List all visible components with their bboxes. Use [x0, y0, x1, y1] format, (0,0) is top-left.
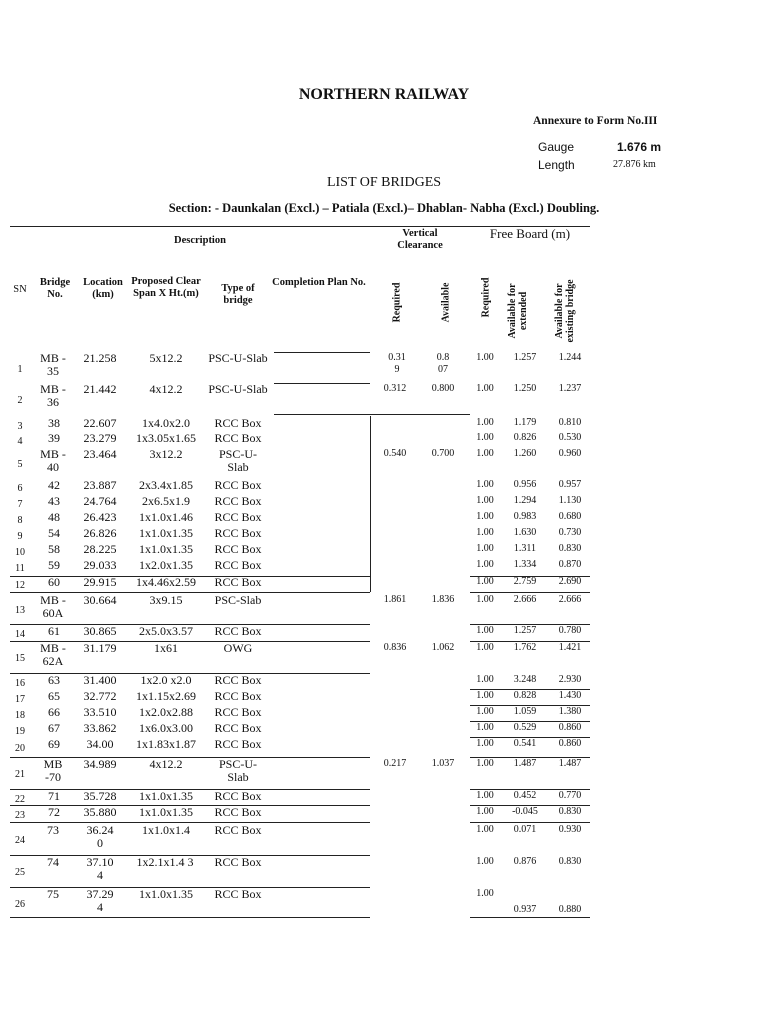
row-vc-required: 0.217 [383, 758, 407, 769]
row-sn: 6 [17, 483, 23, 494]
row-vc-available: 0.8 07 [436, 352, 450, 375]
row-fb-extended: 0.529 [513, 722, 537, 733]
gauge-label: Gauge [538, 140, 575, 154]
row-fb-existing: 0.830 [558, 856, 582, 867]
table-row [0, 824, 600, 854]
table-rule [10, 624, 370, 625]
row-span: 1x1.15x2.69 [136, 689, 196, 703]
row-location: 26.423 [83, 510, 117, 524]
row-sn: 1 [17, 364, 23, 375]
table-row [0, 690, 600, 705]
table-rule [470, 805, 590, 806]
table-rule [470, 757, 590, 758]
row-bridge-no: MB - 60A [40, 593, 66, 620]
row-fb-existing: 0.810 [558, 417, 582, 428]
row-fb-extended: 1.294 [513, 495, 537, 506]
row-fb-extended: 1.630 [513, 527, 537, 538]
row-fb-required: 1.00 [476, 642, 494, 653]
row-span: 1x1.0x1.35 [139, 805, 193, 819]
row-sn: 19 [15, 726, 25, 737]
row-type: RCC Box [214, 558, 262, 572]
table-row [0, 738, 600, 756]
row-fb-required: 1.00 [476, 448, 494, 459]
row-vc-available: 1.836 [431, 594, 455, 605]
row-sn: 10 [15, 547, 25, 558]
row-span: 1x1.0x1.35 [139, 542, 193, 556]
table-rule [470, 822, 590, 823]
row-fb-extended: 1.059 [513, 706, 537, 717]
row-location: 32.772 [83, 689, 117, 703]
table-rule [274, 383, 370, 384]
row-sn: 23 [15, 810, 25, 821]
row-fb-required: 1.00 [476, 543, 494, 554]
row-fb-extended: 1.257 [513, 352, 537, 363]
row-fb-existing: 1.244 [558, 352, 582, 363]
table-row [0, 576, 600, 592]
description-header: Description [174, 235, 226, 246]
row-location: 23.887 [83, 478, 117, 492]
gauge-value: 1.676 m [617, 140, 662, 154]
row-fb-required: 1.00 [476, 594, 494, 605]
row-fb-existing: 0.870 [558, 559, 582, 570]
table-row [0, 495, 600, 510]
span-header: Proposed Clear Span X Ht.(m) [131, 276, 201, 299]
row-fb-extended: 1.260 [513, 448, 537, 459]
row-bridge-no: 59 [48, 558, 60, 572]
row-fb-required: 1.00 [476, 690, 494, 701]
row-bridge-no: MB - 40 [40, 447, 66, 474]
row-fb-required: 1.00 [476, 479, 494, 490]
row-bridge-no: 74 [47, 855, 59, 869]
row-vc-required: 0.31 9 [388, 352, 406, 375]
row-location: 35.880 [83, 805, 117, 819]
row-fb-existing: 1.380 [558, 706, 582, 717]
row-fb-required: 1.00 [476, 383, 494, 394]
row-fb-required: 1.00 [476, 888, 494, 899]
table-rule [10, 855, 370, 856]
row-sn: 9 [17, 531, 23, 542]
row-location: 30.664 [83, 593, 117, 607]
row-span: 1x1.0x1.4 [142, 823, 190, 837]
row-span: 1x1.83x1.87 [136, 737, 196, 751]
row-type: RCC Box [214, 673, 262, 687]
table-row [0, 417, 600, 432]
row-fb-existing: 2.690 [558, 576, 582, 587]
row-fb-extended: 0.826 [513, 432, 537, 443]
table-rule [470, 721, 590, 722]
table-rule [10, 789, 370, 790]
row-location: 21.258 [83, 351, 117, 365]
row-fb-existing: 0.860 [558, 722, 582, 733]
row-fb-extended: 2.666 [513, 594, 537, 605]
row-fb-required: 1.00 [476, 758, 494, 769]
row-vc-required: 1.861 [383, 594, 407, 605]
table-rule [274, 414, 470, 415]
table-rule [470, 592, 590, 593]
row-fb-extended: 1.179 [513, 417, 537, 428]
length-label: Length [538, 158, 575, 172]
row-fb-existing: 2.930 [558, 674, 582, 685]
table-rule [470, 624, 590, 625]
row-bridge-no: 72 [48, 805, 60, 819]
row-fb-existing: 0.860 [558, 738, 582, 749]
row-bridge-no: 54 [48, 526, 60, 540]
row-type: RCC Box [214, 526, 262, 540]
row-fb-required: 1.00 [476, 559, 494, 570]
row-type: PSC-U-Slab [208, 382, 268, 396]
table-row [0, 543, 600, 558]
row-span: 1x4.46x2.59 [136, 575, 196, 589]
row-vc-available: 0.800 [431, 383, 455, 394]
table-row [0, 856, 600, 886]
list-title: LIST OF BRIDGES [326, 175, 442, 190]
row-bridge-no: 60 [48, 575, 60, 589]
row-fb-extended: 0.541 [513, 738, 537, 749]
row-location: 31.400 [83, 673, 117, 687]
row-fb-extended: 0.071 [513, 824, 537, 835]
row-bridge-no: 75 [47, 887, 59, 901]
row-bridge-no: 38 [48, 416, 60, 430]
row-sn: 13 [15, 605, 25, 616]
row-sn: 18 [15, 710, 25, 721]
row-location: 35.728 [83, 789, 117, 803]
row-span: 1x2.0x2.88 [139, 705, 193, 719]
table-row [0, 594, 600, 624]
row-type: RCC Box [214, 689, 262, 703]
row-span: 1x1.0x1.35 [139, 789, 193, 803]
row-bridge-no: 39 [48, 431, 60, 445]
row-type: RCC Box [214, 887, 262, 901]
row-fb-extended: 0.828 [513, 690, 537, 701]
row-fb-required: 1.00 [476, 790, 494, 801]
row-fb-required: 1.00 [476, 824, 494, 835]
row-fb-required: 1.00 [476, 706, 494, 717]
table-rule [10, 822, 370, 823]
row-location: 33.510 [83, 705, 117, 719]
row-fb-existing: 0.780 [558, 625, 582, 636]
row-location: 26.826 [83, 526, 117, 540]
row-fb-existing: 0.960 [558, 448, 582, 459]
row-bridge-no: 66 [48, 705, 60, 719]
row-location: 33.862 [83, 721, 117, 735]
row-type: OWG [223, 641, 253, 655]
fb-existing-header: Available for existing bridge [554, 279, 576, 343]
table-rule [470, 641, 590, 642]
table-rule [10, 673, 370, 674]
row-location: 28.225 [83, 542, 117, 556]
row-fb-required: 1.00 [476, 417, 494, 428]
bridge-no-header: Bridge No. [39, 277, 71, 300]
table-rule [10, 592, 370, 593]
vertical-clearance-header: Vertical Clearance [397, 228, 443, 251]
row-fb-existing: 0.530 [558, 432, 582, 443]
row-fb-required: 1.00 [476, 432, 494, 443]
row-fb-extended: 2.759 [513, 576, 537, 587]
row-fb-extended: 1.334 [513, 559, 537, 570]
row-bridge-no: MB - 62A [40, 641, 66, 668]
row-fb-existing: 0.930 [558, 824, 582, 835]
row-type: RCC Box [214, 542, 262, 556]
row-fb-required: 1.00 [476, 722, 494, 733]
row-sn: 22 [15, 794, 25, 805]
section-description: Section: - Daunkalan (Excl.) – Patiala (Excl.)– Dhablan- Nabha (Excl.) Doubling. [168, 201, 600, 215]
row-sn: 24 [15, 835, 25, 846]
row-location: 36.24 0 [86, 823, 114, 850]
row-vc-required: 0.836 [383, 642, 407, 653]
row-vc-available: 1.062 [431, 642, 455, 653]
row-fb-existing: 1.430 [558, 690, 582, 701]
table-rule [10, 917, 370, 918]
row-fb-required: 1.00 [476, 527, 494, 538]
row-location: 29.915 [83, 575, 117, 589]
row-type: RCC Box [214, 737, 262, 751]
table-row [0, 479, 600, 494]
sn-header: SN [13, 284, 27, 295]
row-sn: 12 [15, 580, 25, 591]
row-location: 23.279 [83, 431, 117, 445]
row-bridge-no: 43 [48, 494, 60, 508]
row-bridge-no: MB - 36 [40, 382, 66, 409]
row-sn: 15 [15, 653, 25, 664]
row-type: RCC Box [214, 805, 262, 819]
row-location: 31.179 [83, 641, 117, 655]
row-fb-existing: 1.130 [558, 495, 582, 506]
row-fb-required: 1.00 [476, 625, 494, 636]
row-location: 21.442 [83, 382, 117, 396]
row-fb-required: 1.00 [476, 674, 494, 685]
fb-extended-header: Available for extended [507, 283, 529, 339]
table-row [0, 511, 600, 526]
row-fb-extended: 0.956 [513, 479, 537, 490]
fb-required-header: Required [480, 277, 492, 318]
row-sn: 25 [15, 867, 25, 878]
row-fb-extended: 1.311 [513, 543, 537, 554]
row-fb-existing: 1.421 [558, 642, 582, 653]
row-fb-extended: 1.487 [513, 758, 537, 769]
row-span: 2x3.4x1.85 [139, 478, 193, 492]
row-fb-existing: 0.957 [558, 479, 582, 490]
row-type: PSC-Slab [214, 593, 262, 607]
row-location: 37.29 4 [86, 887, 114, 914]
table-row [0, 722, 600, 737]
row-bridge-no: 58 [48, 542, 60, 556]
row-span: 4x12.2 [149, 757, 183, 771]
row-sn: 2 [17, 395, 23, 406]
row-type: RCC Box [214, 575, 262, 589]
location-header: Location (km) [83, 277, 123, 300]
table-row [0, 559, 600, 575]
table-row [0, 432, 600, 447]
row-fb-required: 1.00 [476, 495, 494, 506]
row-span: 1x61 [154, 641, 178, 655]
row-type: PSC-U-Slab [218, 757, 257, 784]
row-sn: 14 [15, 629, 25, 640]
row-type: RCC Box [214, 494, 262, 508]
table-row [0, 383, 600, 415]
row-span: 1x4.0x2.0 [142, 416, 190, 430]
row-span: 5x12.2 [149, 351, 183, 365]
row-bridge-no: 71 [48, 789, 60, 803]
row-bridge-no: 63 [48, 673, 60, 687]
page-title: NORTHERN RAILWAY [298, 86, 470, 103]
row-sn: 3 [17, 421, 23, 432]
row-sn: 21 [15, 769, 25, 780]
row-span: 2x5.0x3.57 [139, 624, 193, 638]
row-type: RCC Box [214, 624, 262, 638]
annexure-label: Annexure to Form No.III [533, 115, 658, 127]
table-row [0, 806, 600, 822]
row-location: 22.607 [83, 416, 117, 430]
row-sn: 5 [17, 459, 23, 470]
row-sn: 8 [17, 515, 23, 526]
table-row [0, 674, 600, 689]
row-bridge-no: 42 [48, 478, 60, 492]
row-location: 29.033 [83, 558, 117, 572]
table-rule [470, 705, 590, 706]
row-bridge-no: 48 [48, 510, 60, 524]
table-rule [10, 757, 370, 758]
row-type: RCC Box [214, 416, 262, 430]
row-span: 1x2.0 x2.0 [140, 673, 192, 687]
row-bridge-no: MB -70 [43, 757, 63, 784]
row-span: 1x6.0x3.00 [139, 721, 193, 735]
row-span: 1x1.0x1.35 [139, 526, 193, 540]
row-bridge-no: MB - 35 [40, 351, 66, 378]
table-row [0, 888, 600, 918]
row-type: RCC Box [214, 705, 262, 719]
row-location: 34.00 [86, 737, 114, 751]
row-vc-available: 0.700 [431, 448, 455, 459]
table-rule [274, 352, 370, 353]
row-fb-existing: 0.880 [558, 904, 582, 915]
row-location: 23.464 [83, 447, 117, 461]
row-sn: 26 [15, 899, 25, 910]
row-type: RCC Box [214, 823, 262, 837]
row-span: 4x12.2 [149, 382, 183, 396]
row-fb-extended: 0.452 [513, 790, 537, 801]
row-fb-required: 1.00 [476, 576, 494, 587]
row-type: RCC Box [214, 855, 262, 869]
row-location: 30.865 [83, 624, 117, 638]
row-sn: 4 [17, 436, 23, 447]
row-bridge-no: 65 [48, 689, 60, 703]
table-row [0, 706, 600, 721]
free-board-header: Free Board (m) [489, 226, 571, 241]
table-rule [470, 689, 590, 690]
table-row [0, 352, 600, 383]
row-fb-extended: 1.250 [513, 383, 537, 394]
row-fb-required: 1.00 [476, 856, 494, 867]
row-type: PSC-U-Slab [208, 351, 268, 365]
table-row [0, 448, 600, 478]
row-bridge-no: 73 [47, 823, 59, 837]
row-fb-extended: 0.937 [513, 904, 537, 915]
row-sn: 7 [17, 499, 23, 510]
row-fb-existing: 0.730 [558, 527, 582, 538]
row-fb-existing: 0.830 [558, 806, 582, 817]
row-sn: 11 [15, 563, 25, 574]
row-fb-required: 1.00 [476, 738, 494, 749]
row-span: 1x2.1x1.4 3 [136, 855, 194, 869]
row-fb-required: 1.00 [476, 511, 494, 522]
row-bridge-no: 69 [48, 737, 60, 751]
table-row [0, 642, 600, 672]
row-fb-existing: 1.237 [558, 383, 582, 394]
row-fb-existing: 2.666 [558, 594, 582, 605]
table-rule [10, 805, 370, 806]
row-fb-extended: -0.045 [512, 806, 538, 817]
row-location: 24.764 [83, 494, 117, 508]
table-row [0, 758, 600, 788]
table-rule [10, 887, 370, 888]
row-span: 2x6.5x1.9 [142, 494, 190, 508]
length-value: 27.876 km [613, 159, 656, 170]
row-span: 1x3.05x1.65 [136, 431, 196, 445]
row-type: PSC-U-Slab [218, 447, 257, 474]
row-fb-required: 1.00 [476, 806, 494, 817]
table-rule [470, 917, 590, 918]
row-fb-existing: 0.830 [558, 543, 582, 554]
row-vc-available: 1.037 [431, 758, 455, 769]
table-row [0, 527, 600, 542]
completion-plan-header: Completion Plan No. [272, 277, 366, 288]
row-fb-extended: 0.983 [513, 511, 537, 522]
table-divider [370, 416, 371, 592]
table-rule [470, 576, 590, 577]
row-fb-required: 1.00 [476, 352, 494, 363]
row-fb-extended: 1.257 [513, 625, 537, 636]
row-sn: 16 [15, 678, 25, 689]
table-row [0, 625, 600, 641]
row-type: RCC Box [214, 431, 262, 445]
row-fb-existing: 1.487 [558, 758, 582, 769]
row-sn: 17 [15, 694, 25, 705]
row-bridge-no: 67 [48, 721, 60, 735]
table-rule [470, 737, 590, 738]
row-type: RCC Box [214, 789, 262, 803]
row-fb-extended: 3.248 [513, 674, 537, 685]
row-fb-existing: 0.770 [558, 790, 582, 801]
row-fb-existing: 0.680 [558, 511, 582, 522]
type-header: Type of bridge [221, 283, 255, 306]
vc-required-header: Required [391, 282, 403, 323]
row-type: RCC Box [214, 510, 262, 524]
table-rule [470, 789, 590, 790]
row-vc-required: 0.540 [383, 448, 407, 459]
row-fb-extended: 0.876 [513, 856, 537, 867]
row-location: 37.10 4 [86, 855, 114, 882]
table-row [0, 790, 600, 806]
vc-available-header: Available [440, 282, 452, 323]
row-bridge-no: 61 [48, 624, 60, 638]
row-type: RCC Box [214, 478, 262, 492]
row-span: 3x9.15 [149, 593, 183, 607]
row-location: 34.989 [83, 757, 117, 771]
row-span: 1x1.0x1.46 [139, 510, 193, 524]
table-rule [10, 641, 370, 642]
row-fb-extended: 1.762 [513, 642, 537, 653]
row-type: RCC Box [214, 721, 262, 735]
table-rule [10, 576, 370, 577]
row-vc-required: 0.312 [383, 383, 407, 394]
row-span: 1x1.0x1.35 [139, 887, 193, 901]
row-span: 1x2.0x1.35 [139, 558, 193, 572]
row-sn: 20 [15, 743, 25, 754]
row-span: 3x12.2 [149, 447, 183, 461]
